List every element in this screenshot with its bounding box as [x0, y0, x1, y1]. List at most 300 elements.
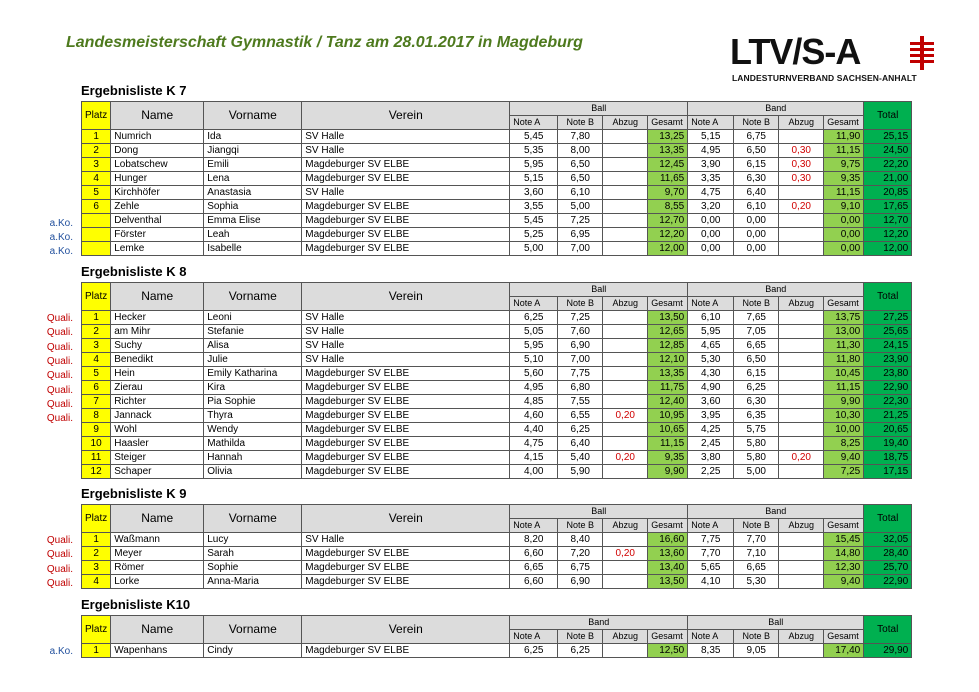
note-a-cell: 5,30 [688, 353, 734, 367]
note-a-cell: 5,60 [510, 367, 558, 381]
rank-cell: 7 [82, 395, 111, 409]
rank-cell [82, 214, 111, 228]
verein-header: Verein [302, 505, 510, 533]
note-b-cell: 6,80 [558, 381, 603, 395]
gesamt-cell: 12,65 [648, 325, 688, 339]
section-title: Ergebnisliste K10 [81, 597, 191, 612]
total-cell: 17,65 [864, 200, 912, 214]
note-a-cell: 3,35 [688, 172, 734, 186]
note-a-cell: 4,65 [688, 339, 734, 353]
note-b-cell: 6,90 [558, 575, 603, 589]
note-a-header: Note A [510, 519, 558, 533]
vorname-cell: Stefanie [204, 325, 302, 339]
rank-cell: 1 [82, 533, 111, 547]
abzug-cell [779, 214, 824, 228]
table-row [82, 172, 912, 186]
rank-cell: 6 [82, 381, 111, 395]
results-table [81, 282, 912, 479]
vorname-cell: Mathilda [204, 437, 302, 451]
total-cell: 17,15 [864, 465, 912, 479]
note-a-cell: 3,90 [688, 158, 734, 172]
note-b-cell: 6,25 [734, 381, 779, 395]
gesamt-cell: 12,40 [648, 395, 688, 409]
vorname-cell: Anastasia [204, 186, 302, 200]
gesamt-cell: 12,70 [648, 214, 688, 228]
gesamt-cell: 13,00 [824, 325, 864, 339]
name-cell: Jannack [111, 409, 204, 423]
note-a-cell: 5,35 [510, 144, 558, 158]
abzug-cell [603, 339, 648, 353]
abzug-cell [603, 395, 648, 409]
total-cell: 23,90 [864, 353, 912, 367]
abzug-cell [779, 186, 824, 200]
gesamt-cell: 11,65 [648, 172, 688, 186]
gesamt-cell: 10,95 [648, 409, 688, 423]
note-b-cell: 5,75 [734, 423, 779, 437]
platz-header: Platz [82, 102, 111, 130]
abzug-header: Abzug [603, 630, 648, 644]
rank-cell: 3 [82, 339, 111, 353]
note-a-cell: 2,25 [688, 465, 734, 479]
verein-cell: Magdeburger SV ELBE [302, 242, 510, 256]
verein-cell: SV Halle [302, 186, 510, 200]
note-a-header: Note A [510, 297, 558, 311]
abzug-cell [779, 367, 824, 381]
note-b-cell: 7,00 [558, 242, 603, 256]
abzug-cell [779, 423, 824, 437]
abzug-cell [603, 186, 648, 200]
gesamt-cell: 11,15 [824, 144, 864, 158]
name-cell: Dong [111, 144, 204, 158]
name-cell: Lobatschew [111, 158, 204, 172]
note-b-cell: 7,10 [734, 547, 779, 561]
note-b-cell: 5,80 [734, 437, 779, 451]
name-cell: Waßmann [111, 533, 204, 547]
gesamt-cell: 15,45 [824, 533, 864, 547]
vorname-cell: Wendy [204, 423, 302, 437]
abzug-cell [603, 437, 648, 451]
gesamt-cell: 0,00 [824, 228, 864, 242]
rank-cell: 1 [82, 311, 111, 325]
abzug-header: Abzug [779, 519, 824, 533]
apparatus-1-header: Ball [510, 505, 688, 519]
gesamt-cell: 9,75 [824, 158, 864, 172]
verein-cell: Magdeburger SV ELBE [302, 214, 510, 228]
abzug-cell: 0,30 [779, 158, 824, 172]
table-row [82, 228, 912, 242]
note-a-cell: 0,00 [688, 228, 734, 242]
total-cell: 22,90 [864, 575, 912, 589]
note-b-cell: 6,75 [734, 130, 779, 144]
gesamt-cell: 12,10 [648, 353, 688, 367]
note-b-cell: 6,50 [558, 158, 603, 172]
abzug-cell: 0,20 [603, 451, 648, 465]
qualification-mark: Quali. [46, 413, 73, 425]
note-a-cell: 4,25 [688, 423, 734, 437]
rank-cell: 2 [82, 325, 111, 339]
abzug-cell [603, 228, 648, 242]
table-row [82, 353, 912, 367]
total-cell: 12,00 [864, 242, 912, 256]
gesamt-cell: 9,35 [648, 451, 688, 465]
gesamt-cell: 12,50 [648, 644, 688, 658]
note-a-cell: 8,20 [510, 533, 558, 547]
apparatus-1-header: Ball [510, 102, 688, 116]
verein-cell: Magdeburger SV ELBE [302, 395, 510, 409]
vorname-cell: Emma Elise [204, 214, 302, 228]
note-b-cell: 6,95 [558, 228, 603, 242]
note-b-cell: 7,25 [558, 311, 603, 325]
total-cell: 20,65 [864, 423, 912, 437]
name-header: Name [111, 616, 204, 644]
apparatus-1-header: Ball [510, 283, 688, 297]
vorname-cell: Emili [204, 158, 302, 172]
gesamt-header: Gesamt [824, 116, 864, 130]
gesamt-header: Gesamt [824, 630, 864, 644]
name-cell: Numrich [111, 130, 204, 144]
gesamt-cell: 10,65 [648, 423, 688, 437]
verein-cell: SV Halle [302, 325, 510, 339]
note-b-cell: 5,00 [734, 465, 779, 479]
abzug-cell [779, 353, 824, 367]
total-cell: 25,70 [864, 561, 912, 575]
gesamt-cell: 9,40 [824, 575, 864, 589]
gesamt-cell: 12,00 [648, 242, 688, 256]
verein-header: Verein [302, 616, 510, 644]
table-row [82, 437, 912, 451]
verein-cell: SV Halle [302, 533, 510, 547]
total-cell: 24,15 [864, 339, 912, 353]
section-title: Ergebnisliste K 8 [81, 264, 187, 279]
total-cell: 23,80 [864, 367, 912, 381]
total-header: Total [864, 505, 912, 533]
vorname-cell: Leoni [204, 311, 302, 325]
rank-cell: 3 [82, 561, 111, 575]
note-a-cell: 2,45 [688, 437, 734, 451]
gesamt-cell: 12,45 [648, 158, 688, 172]
total-cell: 20,85 [864, 186, 912, 200]
platz-header: Platz [82, 283, 111, 311]
note-a-cell: 3,55 [510, 200, 558, 214]
gesamt-cell: 14,80 [824, 547, 864, 561]
platz-header: Platz [82, 505, 111, 533]
apparatus-2-header: Band [688, 102, 864, 116]
table-row [82, 158, 912, 172]
note-a-cell: 4,40 [510, 423, 558, 437]
note-b-header: Note B [734, 519, 779, 533]
table-row [82, 547, 912, 561]
abzug-cell [603, 423, 648, 437]
total-cell: 22,30 [864, 395, 912, 409]
name-cell: Delventhal [111, 214, 204, 228]
total-cell: 25,15 [864, 130, 912, 144]
gesamt-cell: 8,55 [648, 200, 688, 214]
abzug-cell [779, 409, 824, 423]
rank-cell: 5 [82, 367, 111, 381]
qualification-mark: a.Ko. [49, 646, 73, 657]
qualification-mark: Quali. [46, 341, 73, 353]
name-cell: Lemke [111, 242, 204, 256]
abzug-cell [779, 575, 824, 589]
abzug-cell [779, 533, 824, 547]
gesamt-cell: 13,35 [648, 144, 688, 158]
note-a-cell: 5,45 [510, 214, 558, 228]
note-a-cell: 5,00 [510, 242, 558, 256]
note-a-header: Note A [510, 116, 558, 130]
abzug-header: Abzug [603, 116, 648, 130]
gesamt-cell: 10,45 [824, 367, 864, 381]
apparatus-2-header: Band [688, 283, 864, 297]
abzug-cell [779, 311, 824, 325]
qualification-mark: Quali. [46, 563, 73, 575]
rank-cell: 8 [82, 409, 111, 423]
note-b-cell: 6,65 [734, 339, 779, 353]
note-b-cell: 6,50 [734, 144, 779, 158]
gesamt-cell: 10,00 [824, 423, 864, 437]
abzug-cell: 0,30 [779, 144, 824, 158]
gesamt-cell: 11,30 [824, 339, 864, 353]
name-header: Name [111, 505, 204, 533]
vorname-cell: Lucy [204, 533, 302, 547]
vorname-cell: Lena [204, 172, 302, 186]
abzug-cell [603, 214, 648, 228]
note-a-cell: 4,00 [510, 465, 558, 479]
abzug-cell [603, 158, 648, 172]
note-a-cell: 5,15 [510, 172, 558, 186]
note-b-cell: 5,90 [558, 465, 603, 479]
abzug-cell [603, 465, 648, 479]
gesamt-cell: 13,35 [648, 367, 688, 381]
abzug-header: Abzug [603, 519, 648, 533]
rank-cell: 2 [82, 144, 111, 158]
vorname-cell: Kira [204, 381, 302, 395]
note-b-cell: 5,40 [558, 451, 603, 465]
note-a-cell: 5,45 [510, 130, 558, 144]
gesamt-header: Gesamt [648, 630, 688, 644]
gesamt-cell: 11,15 [824, 186, 864, 200]
note-a-cell: 5,25 [510, 228, 558, 242]
abzug-cell [779, 381, 824, 395]
rank-cell: 5 [82, 186, 111, 200]
total-cell: 24,50 [864, 144, 912, 158]
qualification-mark: Quali. [46, 384, 73, 396]
table-row [82, 144, 912, 158]
gesamt-cell: 0,00 [824, 214, 864, 228]
gesamt-cell: 12,20 [648, 228, 688, 242]
vorname-cell: Emily Katharina [204, 367, 302, 381]
rank-cell: 6 [82, 200, 111, 214]
note-a-cell: 6,60 [510, 547, 558, 561]
note-b-cell: 6,90 [558, 339, 603, 353]
logo-text: LTV/S-A [730, 31, 861, 72]
name-header: Name [111, 102, 204, 130]
table-row [82, 533, 912, 547]
table-row [82, 644, 912, 658]
apparatus-1-header: Band [510, 616, 688, 630]
gesamt-cell: 11,15 [824, 381, 864, 395]
note-b-cell: 0,00 [734, 228, 779, 242]
note-a-cell: 0,00 [688, 242, 734, 256]
note-a-cell: 5,95 [510, 339, 558, 353]
note-a-cell: 4,10 [688, 575, 734, 589]
note-b-cell: 6,40 [558, 437, 603, 451]
apparatus-2-header: Ball [688, 616, 864, 630]
rank-cell [82, 228, 111, 242]
note-b-cell: 6,50 [558, 172, 603, 186]
note-b-cell: 7,05 [734, 325, 779, 339]
abzug-cell [603, 381, 648, 395]
gesamt-cell: 13,50 [648, 575, 688, 589]
note-a-header: Note A [688, 519, 734, 533]
platz-header: Platz [82, 616, 111, 644]
name-cell: am Mihr [111, 325, 204, 339]
gesamt-cell: 0,00 [824, 242, 864, 256]
table-row [82, 339, 912, 353]
rank-cell: 4 [82, 353, 111, 367]
note-b-cell: 6,65 [734, 561, 779, 575]
name-cell: Suchy [111, 339, 204, 353]
abzug-cell [779, 395, 824, 409]
name-cell: Hunger [111, 172, 204, 186]
vorname-cell: Cindy [204, 644, 302, 658]
abzug-cell [779, 242, 824, 256]
note-a-cell: 4,85 [510, 395, 558, 409]
verein-cell: SV Halle [302, 144, 510, 158]
verein-cell: Magdeburger SV ELBE [302, 561, 510, 575]
gesamt-cell: 13,75 [824, 311, 864, 325]
verein-cell: Magdeburger SV ELBE [302, 228, 510, 242]
vorname-header: Vorname [204, 102, 302, 130]
note-a-cell: 5,95 [510, 158, 558, 172]
verein-cell: SV Halle [302, 353, 510, 367]
qualification-mark: Quali. [46, 327, 73, 339]
gesamt-cell: 13,40 [648, 561, 688, 575]
rank-cell: 2 [82, 547, 111, 561]
note-a-cell: 6,65 [510, 561, 558, 575]
gesamt-cell: 10,30 [824, 409, 864, 423]
note-b-cell: 6,55 [558, 409, 603, 423]
verein-cell: Magdeburger SV ELBE [302, 575, 510, 589]
note-b-cell: 6,10 [558, 186, 603, 200]
abzug-header: Abzug [779, 297, 824, 311]
abzug-cell: 0,20 [603, 547, 648, 561]
qualification-mark: Quali. [46, 577, 73, 589]
gesamt-cell: 13,50 [648, 311, 688, 325]
note-b-cell: 7,80 [558, 130, 603, 144]
abzug-cell [779, 339, 824, 353]
note-b-cell: 8,40 [558, 533, 603, 547]
total-cell: 12,70 [864, 214, 912, 228]
note-b-header: Note B [734, 630, 779, 644]
note-b-cell: 7,55 [558, 395, 603, 409]
note-b-cell: 6,25 [558, 644, 603, 658]
name-cell: Hecker [111, 311, 204, 325]
abzug-cell [603, 533, 648, 547]
name-cell: Meyer [111, 547, 204, 561]
note-a-cell: 5,10 [510, 353, 558, 367]
rank-cell: 4 [82, 575, 111, 589]
gesamt-cell: 11,15 [648, 437, 688, 451]
total-cell: 12,20 [864, 228, 912, 242]
results-table [81, 101, 912, 256]
rank-cell [82, 242, 111, 256]
abzug-cell: 0,20 [779, 451, 824, 465]
gesamt-cell: 9,90 [824, 395, 864, 409]
abzug-header: Abzug [779, 116, 824, 130]
total-cell: 22,20 [864, 158, 912, 172]
note-b-cell: 6,10 [734, 200, 779, 214]
gesamt-header: Gesamt [648, 116, 688, 130]
gesamt-cell: 13,60 [648, 547, 688, 561]
table-row [82, 214, 912, 228]
note-a-cell: 5,65 [688, 561, 734, 575]
vorname-header: Vorname [204, 505, 302, 533]
name-cell: Schaper [111, 465, 204, 479]
vorname-header: Vorname [204, 616, 302, 644]
ltv-logo [730, 31, 935, 86]
note-a-cell: 4,30 [688, 367, 734, 381]
note-b-header: Note B [734, 116, 779, 130]
vorname-cell: Anna-Maria [204, 575, 302, 589]
abzug-cell [603, 311, 648, 325]
abzug-cell: 0,20 [603, 409, 648, 423]
gesamt-header: Gesamt [648, 519, 688, 533]
gesamt-cell: 16,60 [648, 533, 688, 547]
gesamt-cell: 11,75 [648, 381, 688, 395]
name-cell: Zierau [111, 381, 204, 395]
total-cell: 27,25 [864, 311, 912, 325]
name-cell: Benedikt [111, 353, 204, 367]
note-a-header: Note A [688, 297, 734, 311]
abzug-cell [603, 367, 648, 381]
rank-cell: 10 [82, 437, 111, 451]
note-a-cell: 5,15 [688, 130, 734, 144]
table-row [82, 200, 912, 214]
verein-cell: Magdeburger SV ELBE [302, 437, 510, 451]
note-b-cell: 7,70 [734, 533, 779, 547]
abzug-cell: 0,30 [779, 172, 824, 186]
note-b-cell: 7,25 [558, 214, 603, 228]
gesamt-cell: 12,30 [824, 561, 864, 575]
note-a-cell: 6,10 [688, 311, 734, 325]
note-b-cell: 6,40 [734, 186, 779, 200]
note-b-cell: 0,00 [734, 214, 779, 228]
abzug-cell [779, 437, 824, 451]
verein-cell: Magdeburger SV ELBE [302, 200, 510, 214]
note-b-cell: 9,05 [734, 644, 779, 658]
verein-cell: Magdeburger SV ELBE [302, 172, 510, 186]
note-b-cell: 6,75 [558, 561, 603, 575]
gesamt-header: Gesamt [824, 519, 864, 533]
logo-subtitle: LANDESTURNVERBAND SACHSEN-ANHALT [732, 73, 917, 83]
abzug-cell [779, 130, 824, 144]
abzug-cell [779, 547, 824, 561]
verein-cell: Magdeburger SV ELBE [302, 423, 510, 437]
note-b-cell: 5,80 [734, 451, 779, 465]
note-b-header: Note B [558, 519, 603, 533]
note-a-cell: 5,05 [510, 325, 558, 339]
abzug-cell [603, 130, 648, 144]
vorname-cell: Jiangqi [204, 144, 302, 158]
note-b-header: Note B [558, 297, 603, 311]
note-b-cell: 6,30 [734, 395, 779, 409]
note-a-cell: 5,95 [688, 325, 734, 339]
name-cell: Zehle [111, 200, 204, 214]
note-a-cell: 7,70 [688, 547, 734, 561]
total-cell: 28,40 [864, 547, 912, 561]
table-row [82, 561, 912, 575]
vorname-cell: Thyra [204, 409, 302, 423]
